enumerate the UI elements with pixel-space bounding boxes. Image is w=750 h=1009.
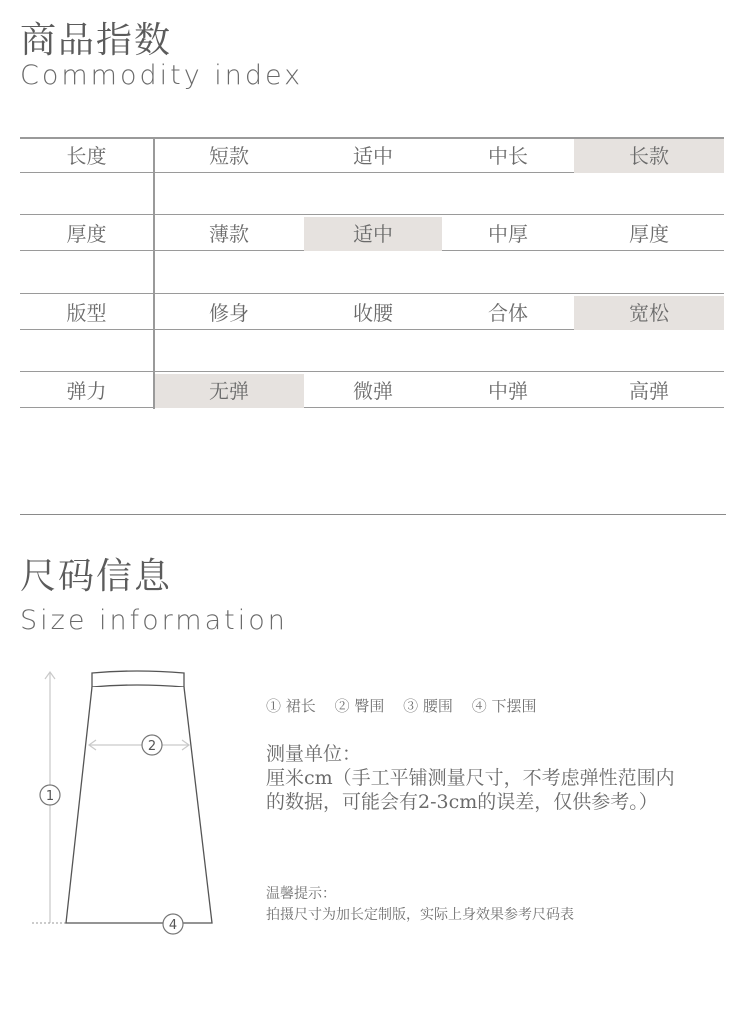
size-title-en: Size information bbox=[20, 605, 288, 636]
index-row-label: 厚度 bbox=[66, 221, 107, 246]
index-option: 短款 bbox=[209, 143, 249, 168]
legend-item: ① 裙长 bbox=[266, 697, 316, 715]
unit-description bbox=[266, 742, 736, 814]
skirt-diagram bbox=[26, 668, 236, 943]
index-option: 厚度 bbox=[629, 221, 669, 246]
index-option: 中厚 bbox=[488, 221, 528, 246]
size-title-cn: 尺码信息 bbox=[20, 556, 173, 597]
commodity-title-cn: 商品指数 bbox=[20, 20, 173, 61]
legend-item: ③ 腰围 bbox=[403, 697, 453, 715]
index-spacer-row bbox=[20, 252, 724, 294]
index-spacer-row bbox=[20, 331, 724, 372]
index-option: 无弹 bbox=[154, 374, 304, 408]
index-option: 适中 bbox=[353, 143, 393, 168]
legend-item: ② 臀围 bbox=[334, 697, 385, 715]
mark-1: 1 bbox=[45, 789, 55, 804]
index-option: 中长 bbox=[488, 143, 528, 168]
index-row-fit bbox=[20, 294, 724, 330]
index-option: 收腰 bbox=[353, 300, 393, 325]
index-row-thickness bbox=[20, 215, 724, 251]
index-option: 微弹 bbox=[353, 378, 393, 403]
measurement-legend bbox=[266, 695, 550, 716]
index-option: 适中 bbox=[304, 217, 442, 251]
tip-text: 拍摄尺寸为加长定制版，实际上身效果参考尺码表 bbox=[266, 907, 574, 923]
mark-2: 2 bbox=[147, 739, 157, 754]
table-column-divider bbox=[153, 137, 155, 409]
index-option: 高弹 bbox=[629, 378, 669, 403]
tip-title: 温馨提示： bbox=[266, 886, 336, 902]
legend-item: ④ 下摆围 bbox=[471, 697, 537, 715]
index-option: 长款 bbox=[574, 139, 724, 173]
mark-4: 4 bbox=[168, 918, 178, 933]
index-row-elasticity bbox=[20, 372, 724, 408]
index-option: 合体 bbox=[488, 300, 528, 325]
section-divider bbox=[20, 514, 726, 515]
index-row-label: 弹力 bbox=[66, 378, 107, 403]
index-option: 中弹 bbox=[488, 378, 528, 403]
index-row-label: 长度 bbox=[66, 143, 107, 168]
index-option: 修身 bbox=[209, 300, 249, 325]
index-row-length bbox=[20, 137, 724, 173]
index-option: 薄款 bbox=[209, 221, 249, 246]
commodity-title-en: Commodity index bbox=[20, 60, 304, 91]
index-option: 宽松 bbox=[574, 296, 724, 330]
tip-block bbox=[266, 884, 736, 926]
index-row-label: 版型 bbox=[66, 300, 107, 325]
unit-text-line: 的数据，可能会有2-3cm的误差，仅供参考。） bbox=[266, 791, 658, 813]
unit-title: 测量单位： bbox=[266, 743, 362, 765]
index-spacer-row bbox=[20, 175, 724, 215]
unit-text-line: 厘米cm（手工平铺测量尺寸，不考虑弹性范围内 bbox=[266, 767, 675, 789]
